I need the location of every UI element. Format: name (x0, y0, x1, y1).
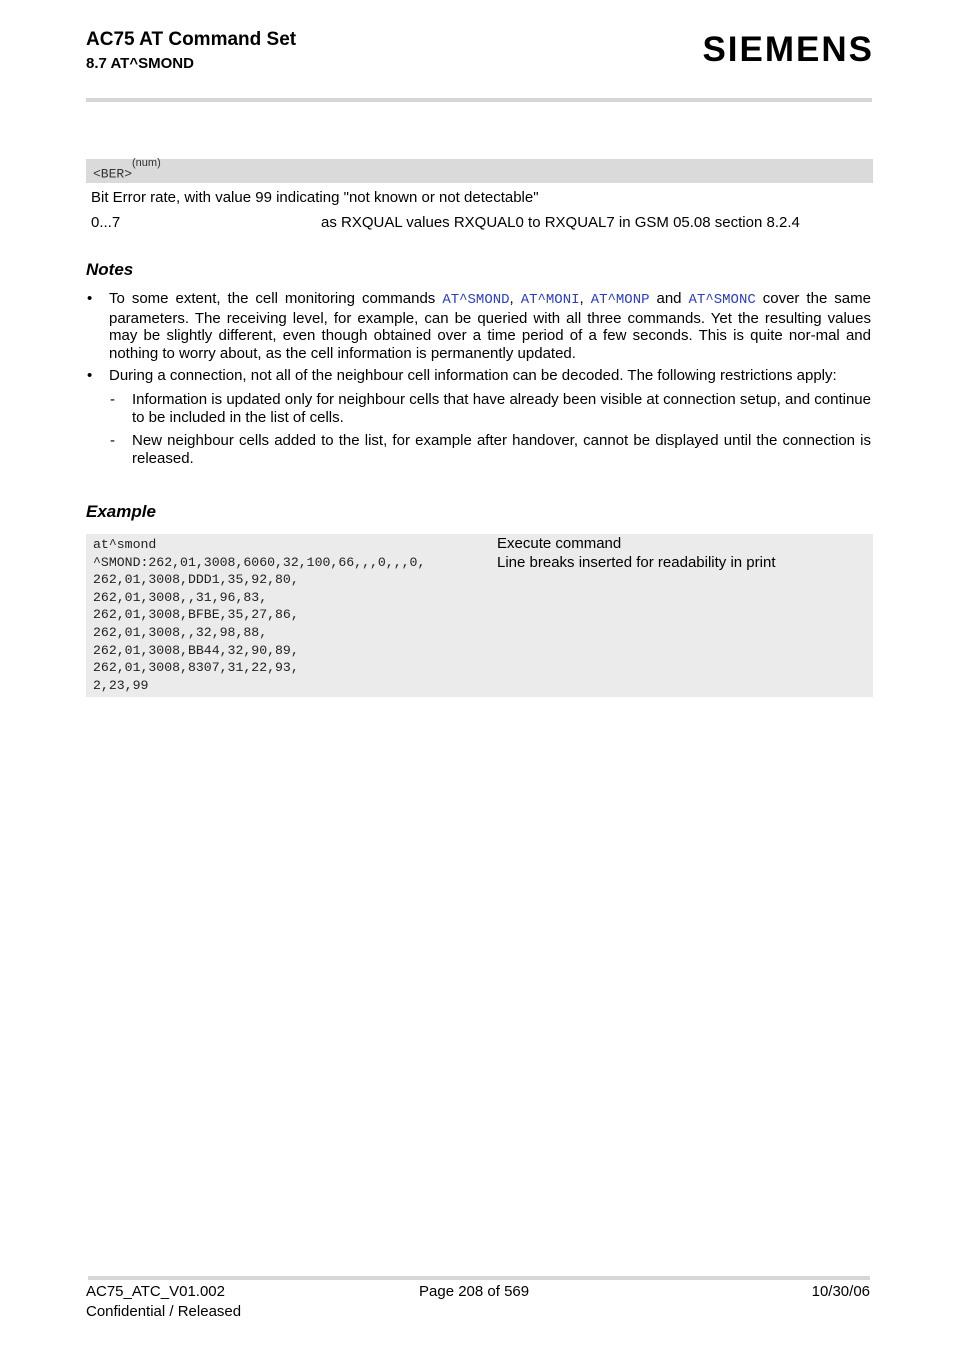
link-at-smond[interactable]: AT^SMOND (442, 292, 510, 308)
footer-date: 10/30/06 (811, 1283, 870, 1300)
note-2-sub-1: Information is updated only for neighbour cells that have already been visible at connection setup, and continue to be included in the list of cells. (132, 391, 871, 426)
link-at-smonc[interactable]: AT^SMONC (688, 292, 756, 308)
note-1: To some extent, the cell monitoring commands AT^SMOND, AT^MONI, AT^MONP and AT^SMONC cover the same parameters. The receiving level, for example, can be queried with all three commands. Yet the resulting values may be slightly different, even though obtained over a time period of a few seconds. This is quite nor-mal and nothing to worry about, as the cell information is permanently updated. (109, 290, 871, 362)
footer-doc-id: AC75_ATC_V01.002 (86, 1283, 225, 1300)
notes-heading: Notes (86, 260, 134, 279)
parameter-value: 0...7 (91, 214, 121, 231)
link-at-moni[interactable]: AT^MONI (520, 292, 580, 308)
footer-rule (88, 1276, 870, 1280)
parameter-description: Bit Error rate, with value 99 indicating "not known or not detectable" (91, 189, 539, 206)
example-comment (497, 534, 775, 572)
siemens-logo: SIEMENS (702, 30, 874, 69)
section-title: 8.7 AT^SMOND (86, 55, 194, 72)
note-2: During a connection, not all of the neighbour cell information can be decoded. The following restrictions apply: (109, 367, 837, 384)
footer-status: Confidential / Released (86, 1303, 242, 1320)
example-heading: Example (86, 502, 156, 521)
example-code: at^smond ^SMOND:262,01,3008,6060,32,100,66,,,0,,,0, 262,01,3008,DDD1,35,92,80, 262,01,3008,,31,96,83, 262,01,3008,BFBE,35,27,86, 262,01,3008,,32,98,88, 262,01,3008,BB44,32,90,89, 262,01,3008,8307,31,22,93, 2,23,99 (93, 537, 426, 693)
parameter-name: <BER>$^{(num)}$ (93, 157, 161, 182)
example-box (86, 534, 873, 697)
document-title: AC75 AT Command Set (86, 29, 297, 50)
bullet-marker: • (87, 290, 93, 307)
note-2-sub-2: New neighbour cells added to the list, for example after handover, cannot be displayed until the connection is released. (132, 432, 871, 467)
example-comment-2: Line breaks inserted for readability in print (497, 554, 776, 571)
parameter-value-meaning: as RXQUAL values RXQUAL0 to RXQUAL7 in GSM 05.08 section 8.2.4 (321, 214, 800, 231)
header-rule (86, 98, 872, 102)
footer-page-number: Page 208 of 569 (419, 1283, 530, 1300)
parameter-header (86, 159, 873, 183)
bullet-marker: • (87, 367, 93, 384)
parameter-type: (num) (132, 157, 161, 169)
dash-marker: - (110, 391, 115, 408)
link-at-monp[interactable]: AT^MONP (590, 292, 650, 308)
example-comment-1: Execute command (497, 535, 622, 552)
dash-marker: - (110, 432, 115, 449)
